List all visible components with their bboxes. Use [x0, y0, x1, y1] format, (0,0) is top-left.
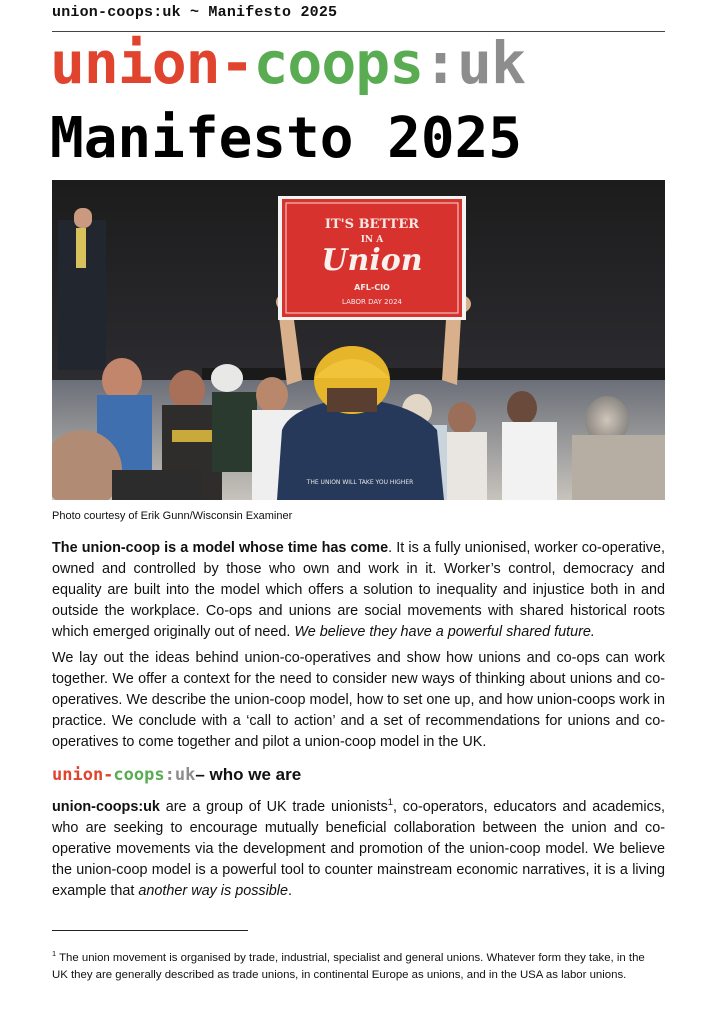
footnote-ref[interactable]: 1 — [387, 797, 393, 808]
shirt-text: THE UNION WILL TAKE YOU HIGHER — [306, 479, 414, 486]
photo-caption: Photo courtesy of Erik Gunn/Wisconsin Examiner — [52, 510, 293, 522]
who-bold-lead: union-coops:uk — [52, 799, 160, 815]
who-we-are-heading — [52, 765, 301, 785]
who-italic: another way is possible — [138, 883, 288, 899]
heading-brand-union: union- — [52, 765, 114, 785]
who-body-1: are a group of UK trade unionists — [159, 799, 388, 815]
running-head: union-coops:uk ~ Manifesto 2025 — [52, 4, 338, 21]
brand-part-uk: :uk — [423, 29, 525, 97]
page-title: Manifesto 2025 — [50, 106, 523, 171]
footnote-text: The union movement is organised by trade, industrial, specialist and general unions. Whatever form they take, in the UK they are generally described as trade unions, in continental Europe as unions, and in the USA as labor unions. — [52, 952, 645, 981]
who-end: . — [288, 883, 292, 899]
rally-photo — [52, 180, 665, 500]
union-sign — [278, 196, 466, 320]
intro-paragraph — [52, 538, 665, 643]
heading-suffix: – who we are — [195, 765, 302, 784]
brand-logo — [50, 28, 525, 98]
footnote — [52, 950, 652, 983]
intro-bold-lead: The union-coop is a model whose time has come — [52, 540, 389, 556]
who-we-are-paragraph — [52, 797, 665, 902]
heading-brand-coops: coops — [113, 765, 165, 785]
sign-line-2: IN A — [360, 235, 384, 245]
intro-body: . It is a fully unionised, worker co-operative, owned and controlled by those who own and work in it. Worker’s control, democracy and equality are built into the model which offers a solution to inequality and injustice both in and outside the workplace. Co-ops and unions are social movements with shared historical roots which emerged originally out of need. — [52, 540, 665, 640]
heading-brand-uk: :uk — [164, 765, 196, 785]
sign-line-4: AFL-CIO — [354, 283, 390, 292]
intro-italic: We believe they have a powerful shared future. — [294, 624, 595, 640]
overview-paragraph: We lay out the ideas behind union-co-operatives and show how unions and co-ops can work together. We offer a context for the need to consider new ways of thinking about unions and co-operatives. We describe the union-coop model, how to set one up, and how union-coops work in practice. We conclude with a ‘call to action’ and a set of recommendations for unions and co-operatives to come together and pilot a union-coop model in the UK. — [52, 650, 665, 750]
sign-line-5: LABOR DAY 2024 — [342, 298, 402, 306]
brand-part-union: union- — [50, 29, 254, 97]
brand-part-ops: ops — [321, 29, 424, 97]
brand-part-co: co — [253, 29, 322, 97]
sign-line-3: Union — [321, 243, 423, 278]
who-body-2: , co-operators, educators and academics, who are seeking to encourage mutually beneficial collaboration between the union and co-operative movements via the development and promotion of the union-coop model. We believe the union-coop model is a powerful tool to counter mainstream economic narratives, it is a living example that — [52, 799, 666, 899]
footnote-marker: 1 — [52, 949, 57, 959]
sign-line-1: IT'S BETTER — [324, 217, 420, 232]
footnote-rule — [52, 930, 248, 931]
